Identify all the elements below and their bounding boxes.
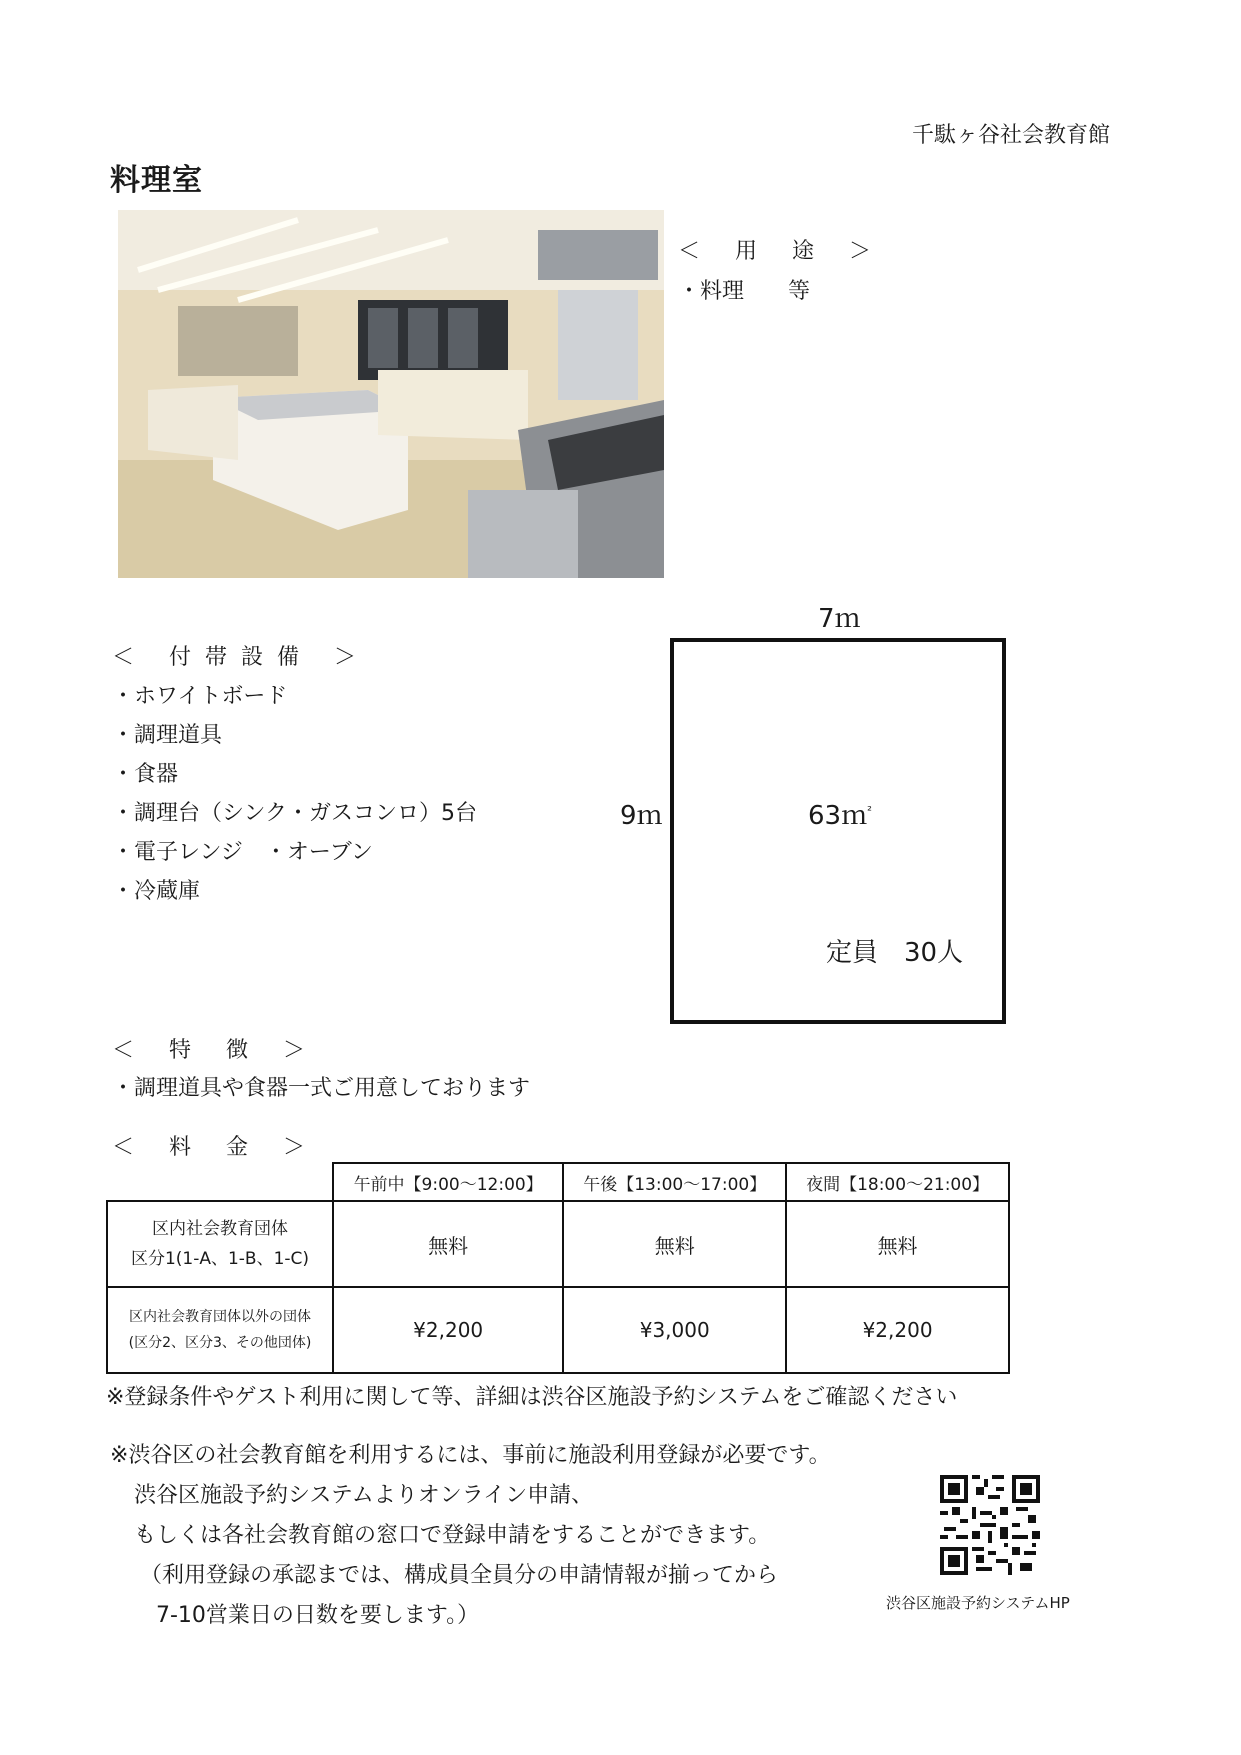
equipment-item: ・調理台（シンク・ガスコンロ）5台 xyxy=(112,801,478,826)
fee-table-row xyxy=(107,1287,1009,1373)
fee-column-morning: 午前中【9:00～12:00】 xyxy=(333,1163,563,1201)
floor-width-label: 7ｍ xyxy=(818,604,861,634)
capacity-label: 定員 30人 xyxy=(826,938,964,968)
qr-label: 渋谷区施設予約システムHP xyxy=(886,1594,1070,1612)
fee-row-label xyxy=(107,1201,333,1287)
equipment-item: ・冷蔵庫 xyxy=(112,879,201,904)
registration-notes xyxy=(110,1436,831,1636)
fee-cell: 無料 xyxy=(786,1201,1009,1287)
fee-row-label-line1: 区内社会教育団体 xyxy=(152,1219,288,1239)
equipment-item: ・ホワイトボード xyxy=(112,684,288,709)
fee-table-header-row xyxy=(107,1163,1009,1201)
usage-header: ＜ 用 途 ＞ xyxy=(678,239,885,264)
registration-note-line: 渋谷区施設予約システムよりオンライン申請、 xyxy=(134,1483,594,1508)
fee-column-evening: 夜間【18:00～21:00】 xyxy=(786,1163,1009,1201)
usage-item: ・料理 等 xyxy=(678,279,811,304)
fee-table-row xyxy=(107,1201,1009,1287)
equipment-item: ・調理道具 xyxy=(112,723,223,748)
equipment-section xyxy=(112,638,477,911)
features-header: ＜ 特 徴 ＞ xyxy=(112,1038,319,1063)
fee-row-label-line2: 区分1(1-A、1-B、1-C) xyxy=(130,1249,310,1269)
floor-area xyxy=(808,795,872,832)
fee-row-label xyxy=(107,1287,333,1373)
registration-note-line: （利用登録の承認までは、構成員全員分の申請情報が揃ってから xyxy=(140,1563,779,1588)
fee-cell: ¥2,200 xyxy=(786,1287,1009,1373)
guest-note: ※登録条件やゲスト利用に関して等、詳細は渋谷区施設予約システムをご確認ください xyxy=(106,1385,958,1410)
fee-cell: 無料 xyxy=(333,1201,563,1287)
features-section xyxy=(112,1032,530,1108)
fees-header: ＜ 料 金 ＞ xyxy=(112,1135,319,1160)
fee-row-label-line1: 区内社会教育団体以外の団体 xyxy=(129,1309,311,1325)
fee-column-afternoon: 午後【13:00～17:00】 xyxy=(563,1163,786,1201)
registration-note-line: 7-10営業日の日数を要します。） xyxy=(156,1603,480,1628)
facility-name: 千駄ヶ谷社会教育館 xyxy=(912,123,1111,148)
fee-table-corner xyxy=(107,1163,333,1201)
fee-table xyxy=(106,1162,1010,1374)
registration-note-line: もしくは各社会教育館の窓口で登録申請をすることができます。 xyxy=(134,1523,771,1548)
registration-note-line: ※渋谷区の社会教育館を利用するには、事前に施設利用登録が必要です。 xyxy=(110,1443,831,1468)
floor-area-value: 63ｍ xyxy=(808,801,868,831)
floor-area-unit: ² xyxy=(867,803,872,818)
equipment-item: ・食器 xyxy=(112,762,179,787)
fee-cell: ¥2,200 xyxy=(333,1287,563,1373)
fee-cell: ¥3,000 xyxy=(563,1287,786,1373)
fee-row-label-line2: (区分2、区分3、その他団体) xyxy=(128,1335,312,1351)
features-item: ・調理道具や食器一式ご用意しております xyxy=(112,1076,531,1101)
fee-cell: 無料 xyxy=(563,1201,786,1287)
usage-section xyxy=(678,232,885,312)
qr-code-icon[interactable] xyxy=(940,1475,1040,1575)
room-title: 料理室 xyxy=(110,163,203,198)
room-photo xyxy=(118,210,664,578)
equipment-item: ・電子レンジ ・オーブン xyxy=(112,840,373,865)
equipment-header: ＜ 付帯設備 ＞ xyxy=(112,645,370,670)
floor-height-label: 9ｍ xyxy=(620,801,663,831)
